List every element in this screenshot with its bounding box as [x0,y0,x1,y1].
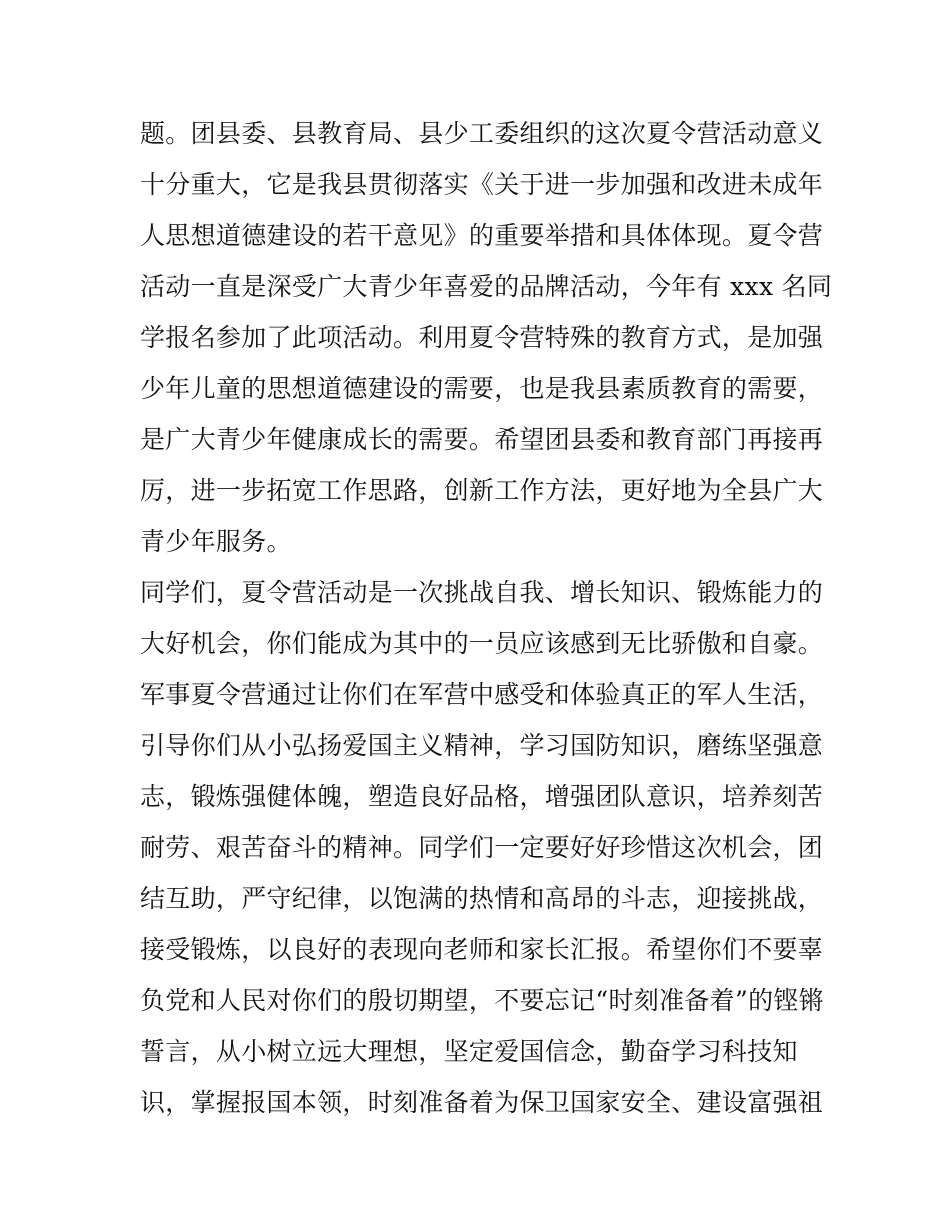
text-line: 接受锻炼，以良好的表现向老师和家长汇报。希望你们不要辜 [140,935,824,964]
text-line: 学报名参加了此项活动。利用夏令营特殊的教育方式，是加强 [140,323,824,352]
text-line: 军事夏令营通过让你们在军营中感受和体验真正的军人生活， [140,680,824,709]
text-line: 题。团县委、县教育局、县少工委组织的这次夏令营活动意义 [140,119,824,148]
text-line: 是广大青少年健康成长的需要。希望团县委和教育部门再接再 [140,425,824,454]
text-line: 耐劳、艰苦奋斗的精神。同学们一定要好好珍惜这次机会，团 [140,833,824,862]
text-line: 引导你们从小弘扬爱国主义精神，学习国防知识，磨练坚强意 [140,731,824,760]
text-line: 厉，进一步拓宽工作思路，创新工作方法，更好地为全县广大 [140,476,824,505]
text-line: 志，锻炼强健体魄，塑造良好品格，增强团队意识，培养刻苦 [140,782,824,811]
body-text [140,108,833,1128]
text-line: 少年儿童的思想道德建设的需要，也是我县素质教育的需要， [140,374,824,403]
text-line: 十分重大，它是我县贯彻落实《关于进一步加强和改进未成年 [140,170,824,199]
text-line: 大好机会，你们能成为其中的一员应该感到无比骄傲和自豪。 [140,629,824,658]
text-line: 负党和人民对你们的殷切期望，不要忘记“时刻准备着”的铿锵 [140,986,824,1015]
text-line: 活动一直是深受广大青少年喜爱的品牌活动，今年有 xxx 名同 [140,272,833,301]
text-line: 青少年服务。 [140,527,292,556]
text-line: 同学们，夏令营活动是一次挑战自我、增长知识、锻炼能力的 [140,578,824,607]
text-line: 结互助，严守纪律，以饱满的热情和高昂的斗志，迎接挑战， [140,884,824,913]
text-line: 誓言，从小树立远大理想，坚定爱国信念，勤奋学习科技知 [140,1037,798,1066]
text-line: 人思想道德建设的若干意见》的重要举措和具体体现。夏令营 [140,221,824,250]
text-line: 识，掌握报国本领，时刻准备着为保卫国家安全、建设富强祖 [140,1088,824,1117]
